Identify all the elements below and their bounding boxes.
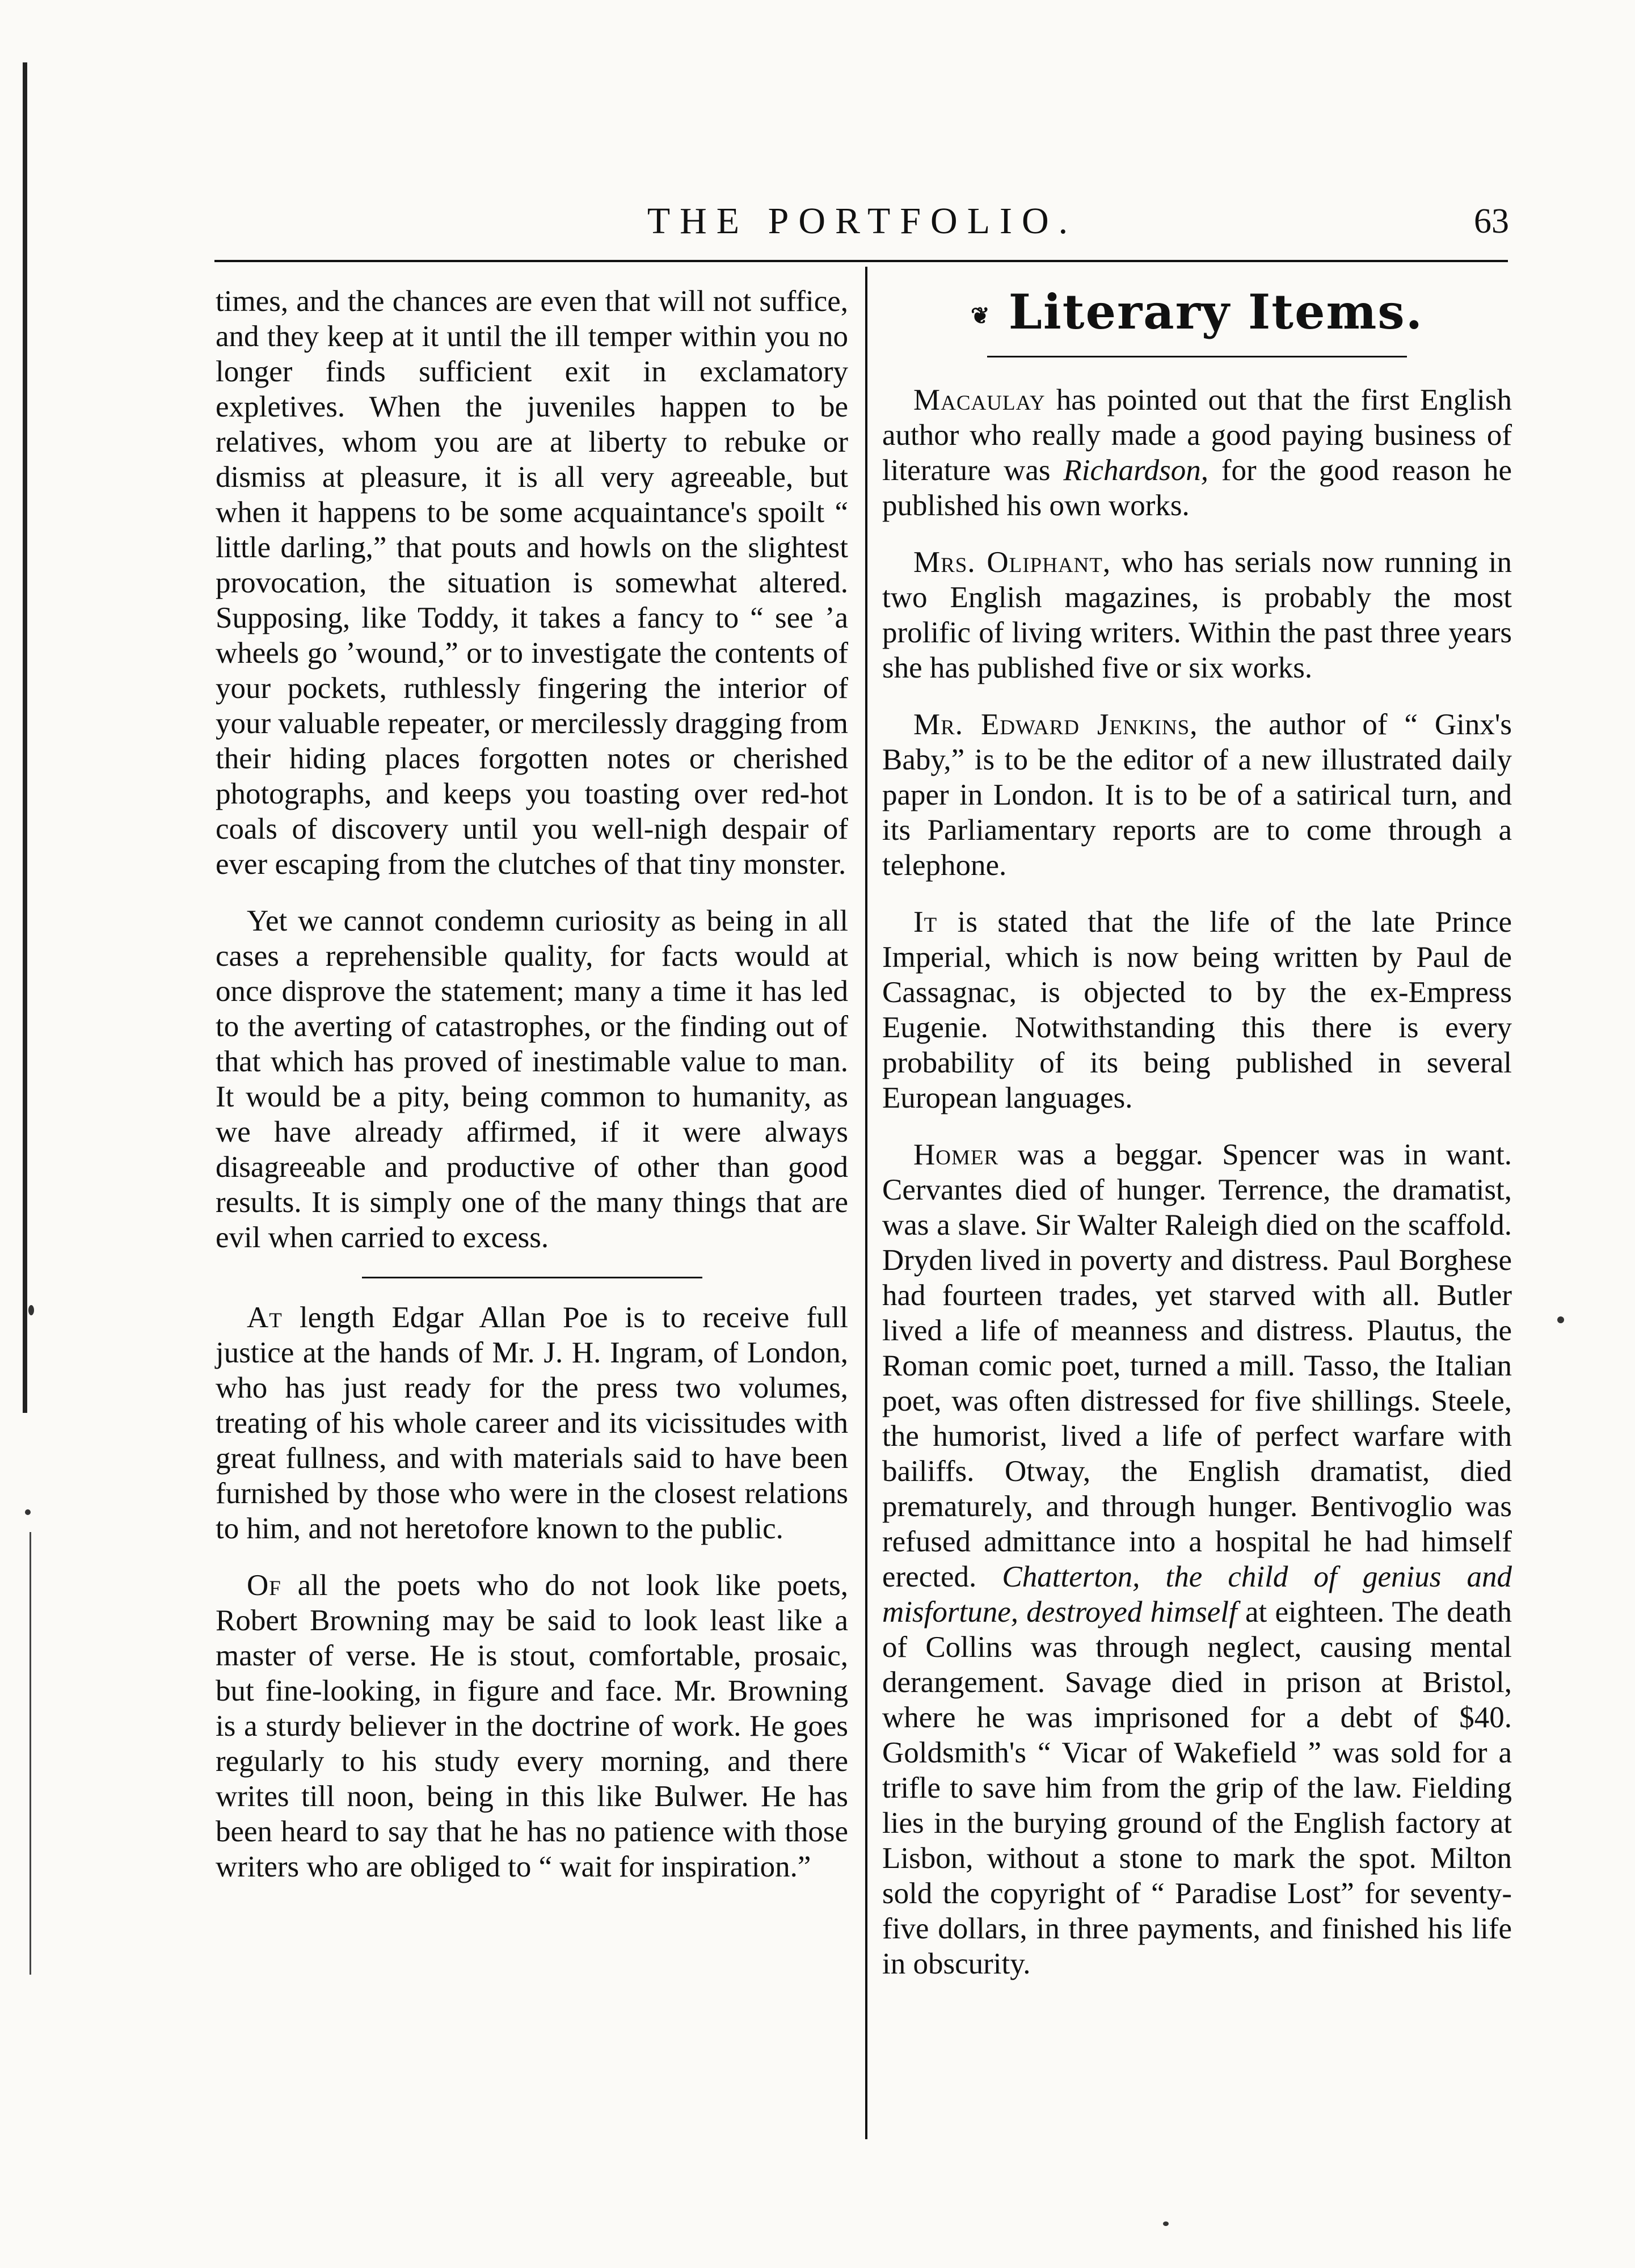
lead-word: Of: [247, 1569, 281, 1602]
scan-speck: [1163, 2221, 1169, 2226]
lead-word: Macaulay: [913, 384, 1046, 416]
paragraph: times, and the chances are even that will not suffice, and they keep at it until the ill temper within you no longer finds sufficient exit in exclamatory expletives. When the juveniles happen to be relatives, whom you are at liberty to rebuke or dismiss at pleasure, it is all very agreeable, but when it happens to be some acquaintance's spoilt “ little darling,” that pouts and howls on the slightest provocation, the situation is somewhat altered. Supposing, like Toddy, it takes a fancy to “ see ’a wheels go ’wound,” or to investigate the contents of your pockets, ruthlessly fingering the interior of your valuable repeater, or mercilessly dragging from their hiding places forgotten notes or cherished photographs, and keeps you toasting over red-hot coals of discovery until you well-nigh despair of ever escaping from the clutches of that tiny monster.: [216, 285, 848, 881]
item-text: for the good reason he published his own works.: [882, 454, 1512, 522]
item-text: the author of “ Ginx's Baby,” is to be the editor of a new illustrated daily paper in London. It is to be of a satirical turn, and its Parliamentary reports are to come through a telephone.: [882, 708, 1512, 882]
lead-word: Mrs. Oliphant,: [913, 546, 1111, 579]
paragraph: [216, 1568, 848, 1884]
section-divider: [362, 1277, 702, 1278]
literary-item: [882, 382, 1512, 523]
section-title-rule: [987, 356, 1407, 357]
page-number: 63: [1474, 202, 1509, 241]
lead-word: At: [247, 1301, 283, 1334]
journal-title: THE PORTFOLIO.: [647, 200, 1078, 242]
lead-word: Mr. Edward Jenkins,: [913, 708, 1198, 741]
section-title: [882, 284, 1512, 344]
item-text: at eighteen. The death of Collins was through neglect, causing mental derangement. Savage died in prison at Bristol, where he was imprisoned for a debt of $40. Goldsmith's “ Vicar of Wakefield ” was sold for a trifle to save him from the grip of the law. Fielding lies in the burying ground of the English factory at Lisbon, without a stone to mark the spot. Milton sold the copyright of “ Paradise Lost” for seventy-five dollars, in three payments, and finished his life in obscurity.: [882, 1596, 1512, 1980]
scan-speck: [28, 1305, 34, 1315]
item-text: who has serials now running in two English magazines, is probably the most prolific of living writers. Within the past three years she has published five or six works.: [882, 546, 1512, 684]
lead-word: Homer: [913, 1138, 999, 1171]
header-rule: [214, 260, 1508, 262]
item-italic: Chatterton, the child of genius and misfortune, destroyed himself: [882, 1560, 1512, 1629]
literary-item: [882, 904, 1512, 1116]
right-column: [882, 284, 1512, 2003]
scan-speck: [25, 1509, 31, 1515]
paragraph-body: all the poets who do not look like poets, Robert Browning may be said to look least like a master of verse. He is stout, comfortable, prosaic, but fine-looking, in figure and face. Mr. Browning is a sturdy believer in the doctrine of work. He goes regularly to his study every morning, and there writes till noon, being in this like Bulwer. He has been heard to say that he has no patience with those writers who are obliged to “ wait for inspiration.”: [216, 1569, 848, 1883]
section-title-text: Literary Items.: [1008, 284, 1423, 340]
lead-word: It: [913, 906, 938, 939]
paragraph-body: length Edgar Allan Poe is to receive full justice at the hands of Mr. J. H. Ingram, of London, who has just ready for the press two volumes, treating of his whole career and its vicissitudes with great fullness, and with materials said to have been furnished by those who were in the closest relations to him, and not heretofore known to the public.: [216, 1301, 848, 1545]
item-italic: Richardson,: [1063, 454, 1209, 487]
item-text: was a beggar. Spencer was in want. Cervantes died of hunger. Terrence, the dramatist, was a slave. Sir Walter Raleigh died on the scaffold. Dryden lived in poverty and distress. Paul Borghese had fourteen trades, yet starved with all. Butler lived a life of meanness and distress. Plautus, the Roman comic poet, turned a mill. Tasso, the Italian poet, was often distressed for five shillings. Steele, the humorist, lived a life of perfect warfare with bailiffs. Otway, the English dramatist, died prematurely, and through hunger. Bentivoglio was refused admittance into a hospital he had himself erected.: [882, 1138, 1512, 1593]
running-header: [216, 196, 1509, 247]
scan-speck: [1557, 1316, 1564, 1323]
literary-item: [882, 545, 1512, 685]
column-divider: [865, 267, 867, 2139]
literary-item: [882, 1137, 1512, 1981]
item-text: has pointed out that the first English author who really made a good paying business of literature was: [882, 384, 1512, 487]
scan-edge-mark: [23, 62, 27, 1413]
literary-item: [882, 707, 1512, 883]
paragraph: Yet we cannot condemn curiosity as being in all cases a reprehensible quality, for facts would at once disprove the statement; many a time it has led to the averting of catastrophes, or the finding out of that which has proved of inestimable value to man. It would be a pity, being common to humanity, as we have already affirmed, if it were always disagreeable and productive of other than good results. It is simply one of the many things that are evil when carried to excess.: [216, 904, 848, 1254]
ornament-icon: ❦: [971, 302, 991, 329]
left-column: [216, 284, 848, 1906]
paragraph: [216, 1300, 848, 1546]
scan-edge-mark: [30, 1532, 31, 1975]
item-text: is stated that the life of the late Prince Imperial, which is now being written by Paul de Cassagnac, is objected to by the ex-Empress Eugenie. Notwithstanding this there is every probability of its being published in several European languages.: [882, 906, 1512, 1114]
